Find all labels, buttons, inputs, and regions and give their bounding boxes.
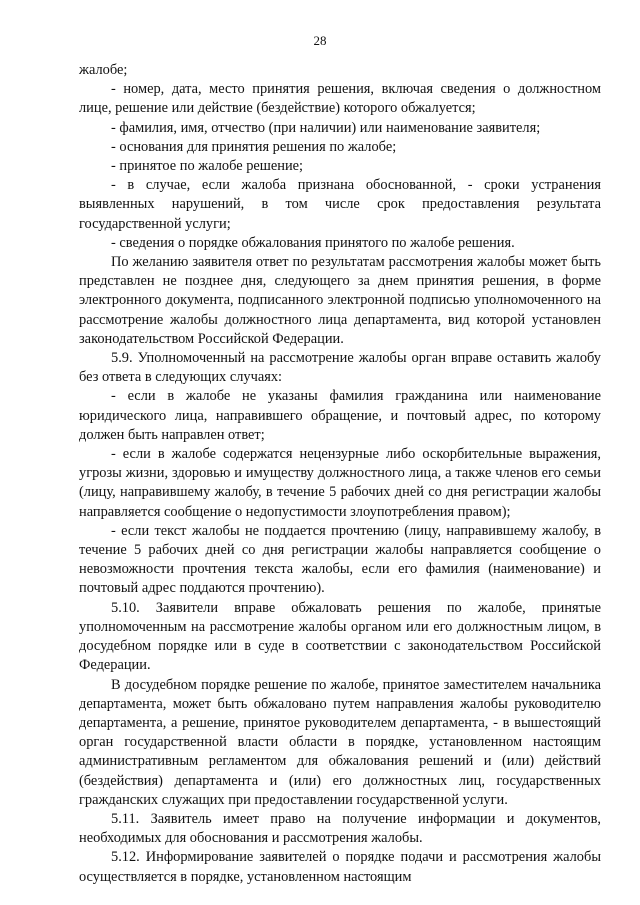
paragraph: - фамилия, имя, отчество (при наличии) или наименование заявителя; <box>111 119 541 136</box>
paragraph: 5.9. Уполномоченный на рассмотрение жалобы орган вправе оставить жалобу без ответа в следующих случаях: <box>79 350 601 386</box>
paragraph: 5.10. Заявители вправе обжаловать решения по жалобе, принятые уполномоченным на рассмотрение жалобы органом или его должностным лицом, в досудебном порядке или в суде в соответствии с законодательством Российской Федерации. <box>79 599 601 674</box>
paragraph: - основания для принятия решения по жалобе; <box>111 138 397 155</box>
paragraph: - если в жалобе не указаны фамилия гражданина или наименование юридического лица, направившего обращение, и почтовый адрес, по которому должен быть направлен ответ; <box>79 388 601 443</box>
paragraph: - номер, дата, место принятия решения, включая сведения о должностном лице, решение или действие (бездействие) которого обжалуется; <box>79 81 601 117</box>
paragraph: - сведения о порядке обжалования принятого по жалобе решения. <box>111 234 515 251</box>
paragraph: В досудебном порядке решение по жалобе, принятое заместителем начальника департамента, может быть обжаловано путем направления жалобы руководителю департамента, а решение, принятое руководителем департамента, - в вышестоящий орган государственной власти области в порядке, установленном настоящим административным регламентом для обжалования решений и (или) действий (бездействия) департамента и (или) его должностных лиц, государственных гражданских служащих при предоставлении государственной услуги. <box>79 676 601 808</box>
paragraph: - в случае, если жалоба признана обоснованной, - сроки устранения выявленных нарушений, в том числе срок предоставления результата государственной услуги; <box>79 177 601 232</box>
document-body <box>79 61 601 887</box>
paragraph: - принятое по жалобе решение; <box>111 158 304 175</box>
paragraph: - если текст жалобы не поддается прочтению (лицу, направившему жалобу, в течение 5 рабочих дней со дня регистрации жалобы направляется сообщение о невозможности прочтения текста жалобы, если его фамилия (наименование) и почтовый адрес поддаются прочтению). <box>79 522 601 597</box>
paragraph: - если в жалобе содержатся нецензурные либо оскорбительные выражения, угрозы жизни, здоровью и имуществу должностного лица, а также членов его семьи (лицу, направившему жалобу, в течение 5 рабочих дней со дня регистрации жалобы направляется сообщение о недопустимости злоупотребления правом); <box>79 446 601 520</box>
paragraph: жалобе; <box>79 62 128 78</box>
paragraph: По желанию заявителя ответ по результатам рассмотрения жалобы может быть представлен не позднее дня, следующего за днем принятия решения, в форме электронного документа, подписанного электронной подписью уполномоченного на рассмотрение жалобы должностного лица департамента, вид которой установлен законодательством Российской Федерации. <box>79 254 601 347</box>
page-number: 28 <box>313 33 327 48</box>
paragraph: 5.11. Заявитель имеет право на получение информации и документов, необходимых для обоснования и рассмотрения жалобы. <box>79 810 601 847</box>
paragraph: 5.12. Информирование заявителей о порядке подачи и рассмотрения жалобы осуществляется в порядке, установленном настоящим <box>79 849 601 885</box>
